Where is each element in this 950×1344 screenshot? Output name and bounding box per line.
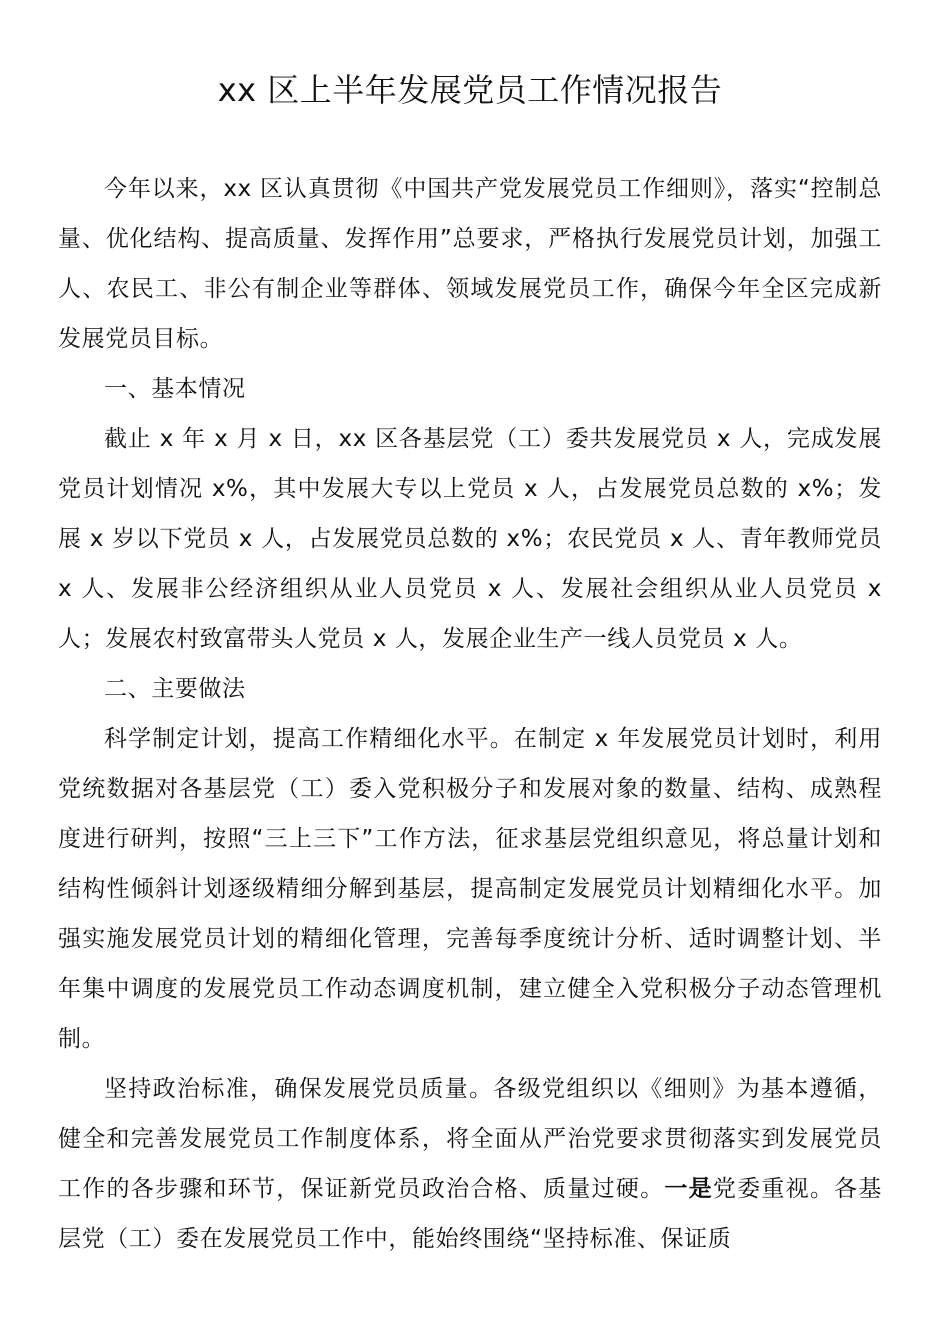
- political-standard-lead: 坚持政治标准，确保发展党员质量。各级党组织以《细则》为基本遵循，健全和完善发展党员工作制度体系，将全面从严治党要求贯彻落实到发展党员工作的各步骤和环节，保证新党员政治合格、质量过硬。: [58, 1076, 882, 1202]
- intro-paragraph: 今年以来，xx 区认真贯彻《中国共产党发展党员工作细则》，落实“控制总量、优化结构、提高质量、发挥作用”总要求，严格执行发展党员计划，加强工人、农民工、非公有制企业等群体、领域发展党员工作，确保今年全区完成新发展党员目标。: [58, 176, 882, 352]
- first-point-marker: 一是: [664, 1176, 713, 1202]
- basic-situation-paragraph: 截止 x 年 x 月 x 日，xx 区各基层党（工）委共发展党员 x 人，完成发展党员计划情况 x%，其中发展大专以上党员 x 人，占发展党员总数的 x%；发展 x 岁以下党员 x 人，占发展党员总数的 x%；农民党员 x 人、青年教师党员 x 人、发展非公经济组织从业人员党员 x 人、发展社会组织从业人员党员 x 人；发展农村致富带头人党员 x 人，发展企业生产一线人员党员 x 人。: [58, 426, 882, 652]
- political-standard-tail: 党委重视。各基层党（工）委在发展党员工作中，能始终围绕“坚持标准、保证质: [58, 1176, 883, 1252]
- planning-paragraph: 科学制定计划，提高工作精细化水平。在制定 x 年发展党员计划时，利用党统数据对各基层党（工）委入党积极分子和发展对象的数量、结构、成熟程度进行研判，按照“三上三下”工作方法，征求基层党组织意见，将总量计划和结构性倾斜计划逐级精细分解到基层，提高制定发展党员计划精细化水平。加强实施发展党员计划的精细化管理，完善每季度统计分析、适时调整计划、半年集中调度的发展党员工作动态调度机制，建立健全入党积极分子动态管理机制。: [58, 726, 882, 1052]
- section-heading-basic: 一、基本情况: [104, 376, 246, 402]
- document-body: [58, 164, 882, 1264]
- document-title: xx 区上半年发展党员工作情况报告: [217, 71, 723, 109]
- political-standard-paragraph: [58, 1064, 882, 1264]
- section-heading-practices: 二、主要做法: [104, 676, 246, 702]
